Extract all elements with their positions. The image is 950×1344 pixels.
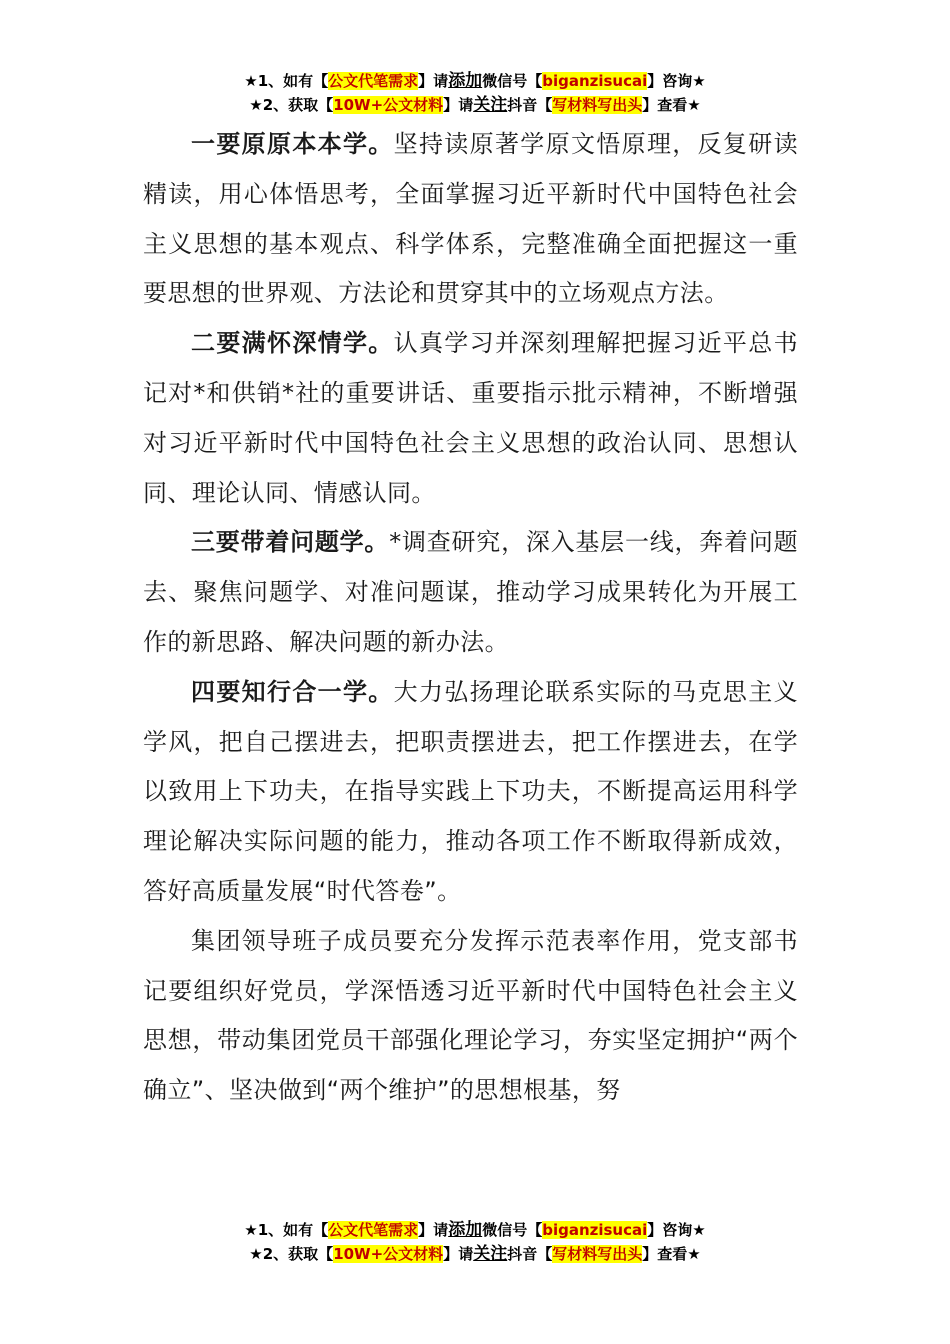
paragraph-study-with-feeling — [143, 319, 798, 518]
paragraph-leadership-role — [143, 917, 798, 1116]
banner-emphasis-add: 添加 — [448, 1220, 483, 1240]
banner-emphasis-add: 添加 — [448, 71, 483, 91]
banner-highlight-materials: 10W+公文材料 — [333, 96, 444, 114]
banner-highlight-service: 公文代笔需求 — [328, 72, 419, 90]
banner-line-2-prefix: ★2、获取【 — [249, 1245, 334, 1263]
banner-line-2-suffix: 】查看★ — [642, 1245, 701, 1263]
paragraph-text: 集团领导班子成员要充分发挥示范表率作用，党支部书记要组织好党员，学深悟透习近平新时代中国特色社会主义思想，带动集团党员干部强化理论学习，夯实坚定拥护“两个确立”、坚决做到“两个维护”的思想根基，努 — [143, 926, 798, 1105]
banner-line-2-mid2: 抖音【 — [507, 96, 553, 114]
paragraph-text: 坚持读原著学原文悟原理，反复研读精读，用心体悟思考，全面掌握习近平新时代中国特色社会主义思想的基本观点、科学体系，完整准确全面把握这一重要思想的世界观、方法论和贯穿其中的立场观点方法。 — [143, 130, 798, 308]
banner-emphasis-follow: 关注 — [473, 95, 508, 115]
paragraph-lead: 三要带着问题学。 — [191, 528, 390, 557]
banner-line-1 — [0, 1218, 950, 1242]
banner-line-1-mid2: 微信号【 — [482, 72, 543, 90]
banner-line-2 — [0, 93, 950, 117]
paragraph-study-original — [143, 120, 798, 319]
banner-line-2-mid2: 抖音【 — [507, 1245, 553, 1263]
document-body — [143, 120, 798, 1116]
paragraph-text: 认真学习并深刻理解把握习近平总书记对*和供销*社的重要讲话、重要指示批示精神，不断增强对习近平新时代中国特色社会主义思想的政治认同、思想认同、理论认同、情感认同。 — [143, 329, 798, 507]
banner-highlight-wechat-id: biganzisucai — [542, 72, 648, 90]
banner-line-1-mid: 】请 — [418, 72, 449, 90]
banner-highlight-service: 公文代笔需求 — [328, 1221, 419, 1239]
paragraph-lead: 四要知行合一学。 — [191, 677, 394, 706]
header-banner — [0, 69, 950, 117]
banner-line-1 — [0, 69, 950, 93]
banner-highlight-douyin-account: 写材料写出头 — [552, 1245, 643, 1263]
banner-line-1-suffix: 】咨询★ — [647, 1221, 706, 1239]
banner-highlight-materials: 10W+公文材料 — [333, 1245, 444, 1263]
banner-line-1-mid2: 微信号【 — [482, 1221, 543, 1239]
paragraph-lead: 一要原原本本学。 — [191, 130, 394, 158]
banner-line-2-mid: 】请 — [443, 1245, 474, 1263]
banner-line-2 — [0, 1242, 950, 1266]
banner-line-2-prefix: ★2、获取【 — [249, 96, 334, 114]
banner-line-1-mid: 】请 — [418, 1221, 449, 1239]
banner-line-1-suffix: 】咨询★ — [647, 72, 706, 90]
banner-highlight-douyin-account: 写材料写出头 — [552, 96, 643, 114]
paragraph-text: *调查研究，深入基层一线，奔着问题去、聚焦问题学、对准问题谋，推动学习成果转化为开展工作的新思路、解决问题的新办法。 — [143, 528, 798, 656]
banner-line-2-mid: 】请 — [443, 96, 474, 114]
paragraph-text: 大力弘扬理论联系实际的马克思主义学风，把自己摆进去，把职责摆进去，把工作摆进去，在学以致用上下功夫，在指导实践上下功夫，不断提高运用科学理论解决实际问题的能力，推动各项工作不断取得新成效，答好高质量发展“时代答卷”。 — [143, 677, 798, 905]
paragraph-lead: 二要满怀深情学。 — [191, 329, 394, 358]
banner-line-1-prefix: ★1、如有【 — [244, 1221, 329, 1239]
paragraph-study-with-problems — [143, 518, 798, 667]
banner-line-2-suffix: 】查看★ — [642, 96, 701, 114]
paragraph-study-knowledge-action — [143, 668, 798, 917]
banner-emphasis-follow: 关注 — [473, 1244, 508, 1264]
banner-highlight-wechat-id: biganzisucai — [542, 1221, 648, 1239]
footer-banner — [0, 1218, 950, 1266]
banner-line-1-prefix: ★1、如有【 — [244, 72, 329, 90]
